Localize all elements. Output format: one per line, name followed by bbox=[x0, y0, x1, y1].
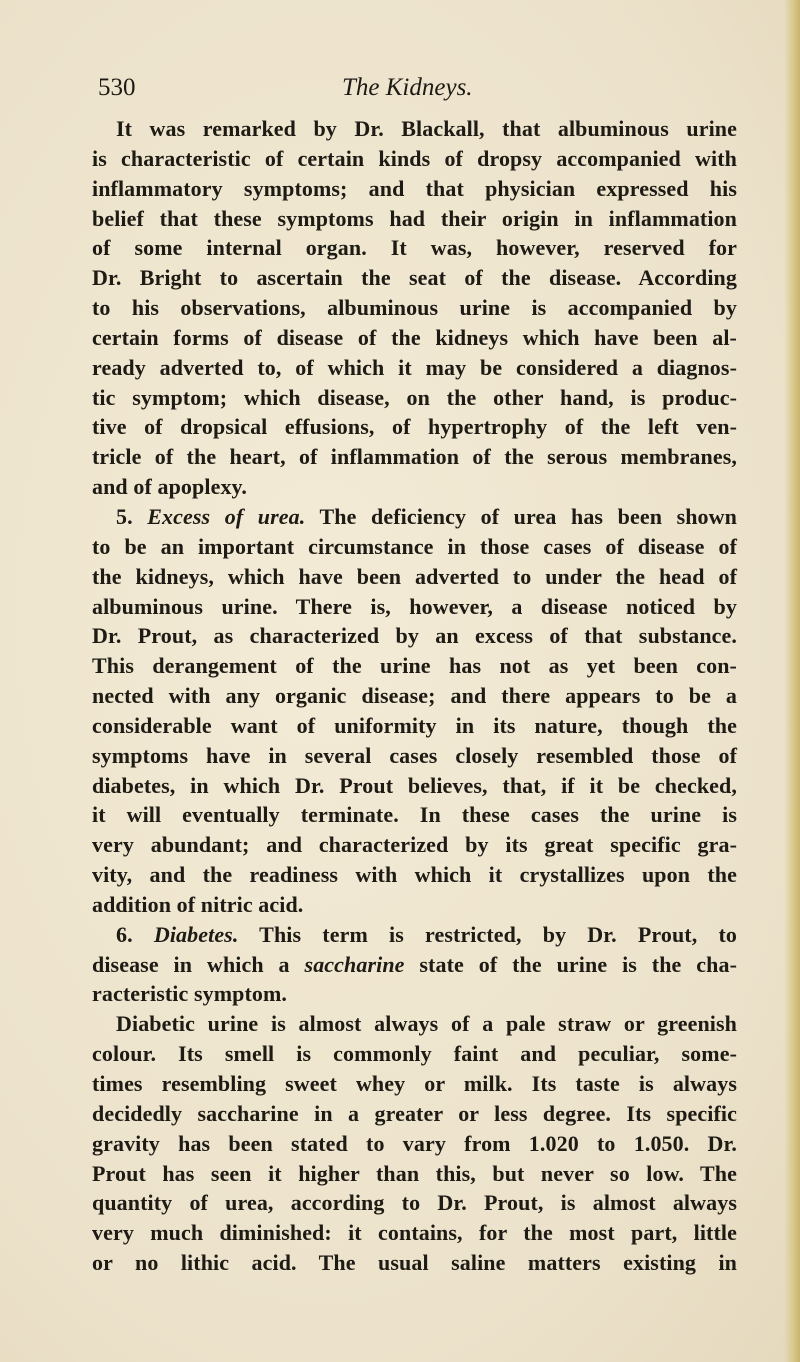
text-line: diabetes, in which Dr. Prout believes, that, if it be checked, bbox=[92, 772, 737, 798]
text-line: albuminous urine. There is, however, a disease noticed by bbox=[92, 593, 737, 619]
text-line: certain forms of disease of the kidneys which have been al- bbox=[92, 324, 737, 350]
text-line: tic symptom; which disease, on the other hand, is produc- bbox=[92, 384, 737, 410]
text-line: very much diminished: it contains, for the most part, little bbox=[92, 1220, 737, 1246]
text-line: quantity of urea, according to Dr. Prout, is almost always bbox=[92, 1190, 737, 1216]
text-line: symptoms have in several cases closely resembled those of bbox=[92, 742, 737, 768]
text-line: Dr. Bright to ascertain the seat of the disease. According bbox=[92, 265, 737, 291]
text-line: ready adverted to, of which it may be considered a diagnos- bbox=[92, 354, 737, 380]
text-line: It was remarked by Dr. Blackall, that albuminous urine bbox=[116, 116, 737, 141]
text-line: times resembling sweet whey or milk. Its taste is always bbox=[92, 1071, 737, 1096]
emphasis: saccharine bbox=[304, 951, 405, 977]
text-line: to his observations, albuminous urine is accompanied by bbox=[92, 295, 737, 321]
text-line: of some internal organ. It was, however, reserved for bbox=[92, 235, 737, 261]
text-line: is characteristic of certain kinds of dropsy accompanied with bbox=[92, 145, 737, 171]
section-heading-line: 6. Diabetes. This term is restricted, by Dr. Prout, to bbox=[116, 921, 737, 947]
text-line: the kidneys, which have been adverted to under the head of bbox=[92, 563, 737, 589]
text-line: tive of dropsical effusions, of hypertrophy of the left ven- bbox=[92, 414, 737, 440]
page-header bbox=[98, 74, 738, 114]
text-line: disease in which a saccharine state of the urine is the cha- bbox=[92, 951, 738, 977]
section-heading-line: 5. Excess of urea. The deficiency of urea has been shown bbox=[116, 503, 737, 529]
text-line: Diabetic urine is almost always of a pale straw or greenish bbox=[116, 1011, 737, 1037]
text-line: Prout has seen it higher than this, but never so low. The bbox=[92, 1160, 737, 1186]
page-number: 530 bbox=[98, 74, 136, 101]
text-line: to be an important circumstance in those cases of disease of bbox=[92, 533, 737, 559]
text-line: nected with any organic disease; and there appears to be a bbox=[92, 683, 737, 709]
text-line: very abundant; and characterized by its great specific gra- bbox=[92, 832, 737, 858]
text-line: addition of nitric acid. bbox=[92, 891, 304, 917]
running-title: The Kidneys. bbox=[342, 74, 473, 101]
text-line: tricle of the heart, of inflammation of the serous membranes, bbox=[92, 444, 737, 470]
text-line: belief that these symptoms had their origin in inflammation bbox=[92, 205, 737, 231]
section-title: Excess of urea. bbox=[147, 503, 306, 529]
text-line: racteristic symptom. bbox=[92, 981, 288, 1007]
text-line: gravity has been stated to vary from 1.020 to 1.050. Dr. bbox=[92, 1130, 737, 1156]
text-line: This derangement of the urine has not as yet been con- bbox=[92, 653, 737, 679]
text-line: decidedly saccharine in a greater or less degree. Its specific bbox=[92, 1100, 737, 1126]
text-line: vity, and the readiness with which it crystallizes upon the bbox=[92, 862, 737, 888]
text-line: inflammatory symptoms; and that physician expressed his bbox=[92, 175, 737, 201]
text-line: considerable want of uniformity in its nature, though the bbox=[92, 712, 737, 738]
section-title: Diabetes. bbox=[153, 921, 239, 947]
body-text bbox=[92, 114, 737, 1278]
text-line: Dr. Prout, as characterized by an excess of that substance. bbox=[92, 623, 737, 649]
page-edge bbox=[784, 0, 800, 1362]
text-line: and of apoplexy. bbox=[92, 474, 248, 500]
text-line: it will eventually terminate. In these cases the urine is bbox=[92, 802, 737, 828]
text-line: or no lithic acid. The usual saline matters existing in bbox=[92, 1250, 737, 1276]
text-line: colour. Its smell is commonly faint and peculiar, some- bbox=[92, 1041, 737, 1067]
